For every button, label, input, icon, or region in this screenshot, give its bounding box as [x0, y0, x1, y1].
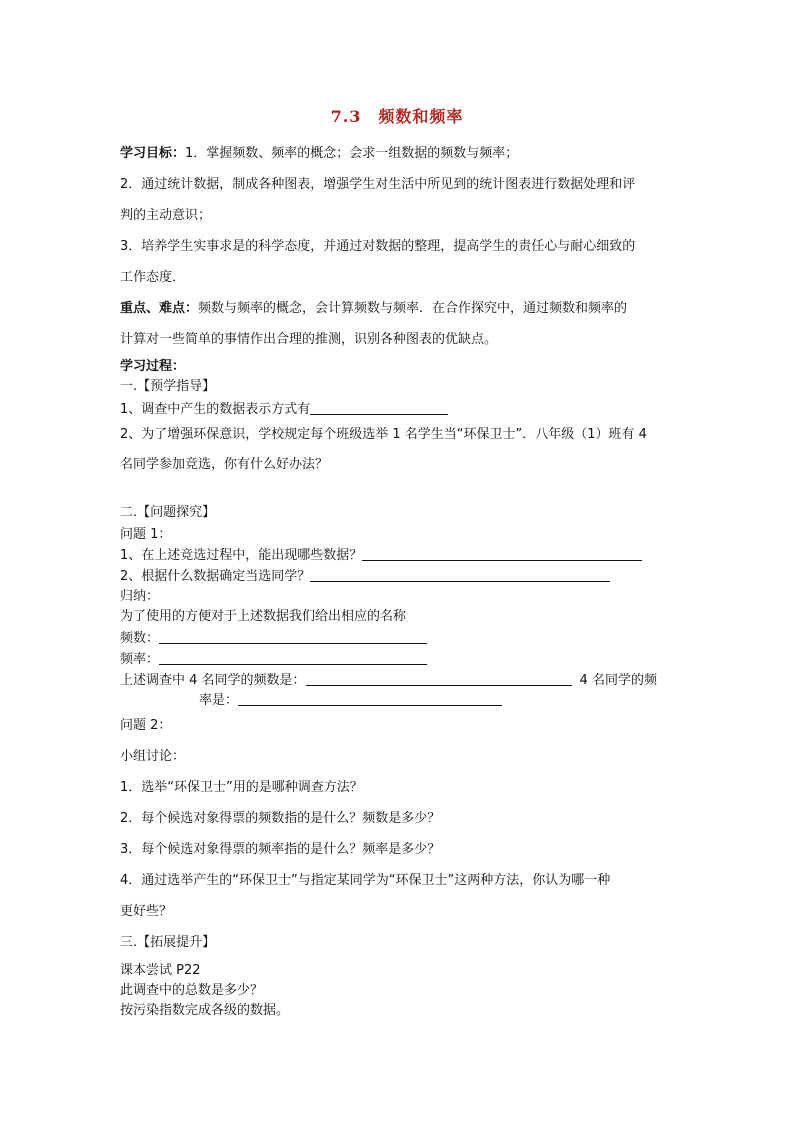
discussion-4-line-1: 4．通过选举产生的“环保卫士”与指定某同学为“环保卫士”这两种方法，你认为哪一种 [120, 873, 611, 888]
section1-q1-text: 1、调查中产生的数据表示方式有 [120, 402, 311, 417]
answer-blank[interactable] [310, 567, 610, 582]
objectives-label: 学习目标： [120, 146, 186, 161]
section3-heading: 三.【拓展提升】 [120, 935, 216, 950]
section1-heading: 一.【预学指导】 [120, 379, 216, 394]
keypoints-text-1: 频数与频率的概念，会计算频数与频率．在合作探究中，通过频数和频率的 [198, 301, 628, 316]
process-label: 学习过程： [120, 359, 186, 374]
naming-sentence: 为了使用的方便对于上述数据我们给出相应的名称 [120, 609, 407, 624]
survey-text-a: 上述调查中 4 名同学的频数是： [120, 673, 306, 688]
objective-2-line-1: 2．通过统计数据，制成各种图表，增强学生对生活中所见到的统计图表进行数据处理和评 [120, 177, 636, 192]
section2-q2 [120, 567, 610, 586]
section3-line-2: 此调查中的总数是多少？ [120, 983, 264, 998]
freq-rate-label: 频率： [120, 652, 160, 667]
answer-blank[interactable] [159, 650, 427, 665]
discussion-2: 2．每个候选对象得票的频数指的是什么？频数是多少？ [120, 811, 441, 826]
keypoints-line-2: 计算对一些简单的事情作出合理的推测，识别各种图表的优缺点。 [120, 332, 498, 347]
survey-text-c: 率是： [199, 693, 239, 708]
answer-blank[interactable] [310, 400, 448, 415]
problem-1-label: 问题 1： [120, 527, 172, 542]
objective-3-line-1: 3．培养学生实事求是的科学态度，并通过对数据的整理，提高学生的责任心与耐心细致的 [120, 239, 636, 254]
section1-q2-line-2: 名同学参加竞选，你有什么好办法？ [120, 457, 329, 472]
answer-blank[interactable] [362, 546, 642, 561]
answer-blank[interactable] [238, 691, 502, 706]
answer-blank[interactable] [159, 629, 427, 644]
survey-line-1 [120, 671, 657, 690]
section3-line-1: 课本尝试 P22 [120, 963, 201, 978]
section1-q1 [120, 400, 448, 419]
objectives-line-1 [120, 145, 518, 163]
section3-line-3: 按污染指数完成各级的数据。 [120, 1003, 290, 1018]
freq-count-label: 频数： [120, 631, 160, 646]
answer-blank[interactable] [306, 671, 572, 686]
objective-2-line-2: 判的主动意识； [120, 208, 212, 223]
section2-q2-text: 2、根据什么数据确定当选同学？ [120, 569, 311, 584]
keypoints-label: 重点、难点： [120, 301, 199, 316]
section2-heading: 二.【问题探究】 [120, 505, 216, 520]
section2-q1-text: 1、在上述竞选过程中，能出现哪些数据？ [120, 548, 363, 563]
objective-1: 1．掌握频数、频率的概念；会求一组数据的频数与频率； [185, 146, 519, 161]
group-discussion-label: 小组讨论： [120, 749, 186, 764]
problem-2-label: 问题 2： [120, 718, 172, 733]
summary-label: 归纳： [120, 589, 160, 604]
objective-3-line-2: 工作态度． [120, 270, 186, 285]
discussion-4-line-2: 更好些？ [120, 904, 173, 919]
keypoints-line-1 [120, 300, 627, 318]
page-title: 7.3 频数和频率 [330, 107, 464, 126]
section1-q2-line-1: 2、为了增强环保意识，学校规定每个班级选举 1 名学生当“环保卫士”．八年级（1）班有 4 [120, 427, 647, 442]
survey-text-b: 4 名同学的频 [579, 673, 657, 688]
section2-q1 [120, 546, 642, 565]
freq-count-line [120, 629, 427, 648]
survey-line-2 [199, 691, 502, 710]
discussion-3: 3．每个候选对象得票的频率指的是什么？频率是多少？ [120, 842, 441, 857]
discussion-1: 1．选举“环保卫士”用的是哪种调查方法？ [120, 780, 363, 795]
freq-rate-line [120, 650, 427, 669]
